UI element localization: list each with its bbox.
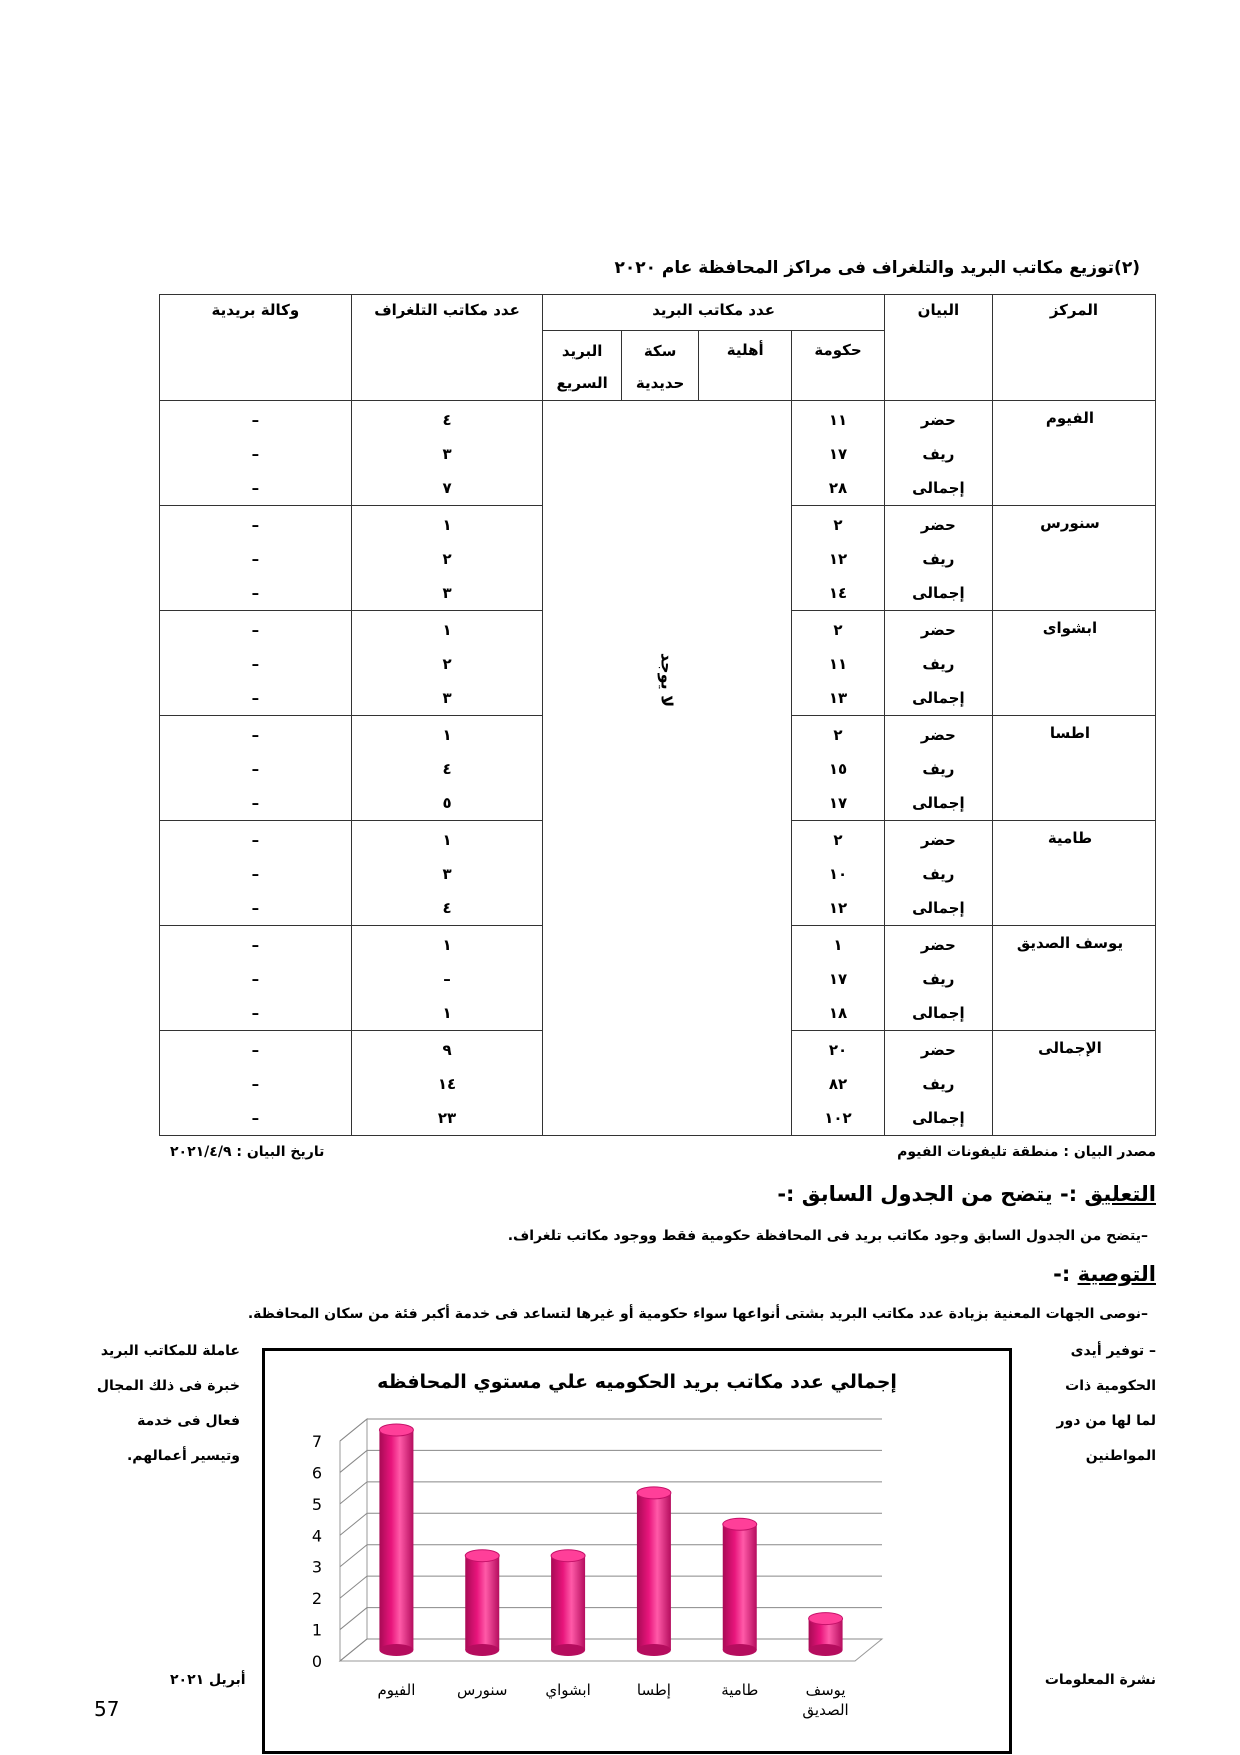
telegraph-count bbox=[351, 821, 543, 926]
cell-value: حضر bbox=[920, 831, 956, 849]
table-row bbox=[160, 401, 1156, 506]
recommendation-heading bbox=[1053, 1262, 1156, 1286]
cell-value: ٢ bbox=[833, 621, 843, 639]
y-tick-label: 6 bbox=[311, 1463, 322, 1483]
side-left-line: عاملة للمكاتب البريد bbox=[100, 1343, 240, 1359]
bar-top bbox=[723, 1518, 757, 1530]
cell-value: – bbox=[251, 516, 260, 534]
center-name-text: يوسف الصديق bbox=[1016, 934, 1124, 952]
header-railway: سكة حديدية bbox=[621, 331, 698, 401]
cell-value: ٢٣ bbox=[437, 1109, 457, 1127]
cell-value: حضر bbox=[920, 411, 956, 429]
agency-count bbox=[160, 821, 352, 926]
cell-value: ١ bbox=[442, 516, 452, 534]
cell-value: ١٧ bbox=[828, 445, 848, 463]
cell-value: ريف bbox=[922, 655, 955, 673]
center-name bbox=[992, 611, 1155, 716]
cell-value: ٢ bbox=[833, 516, 843, 534]
cell-value: إجمالى bbox=[912, 794, 965, 812]
recommendation-heading-word: التوصية bbox=[1077, 1262, 1156, 1286]
center-name bbox=[992, 401, 1155, 506]
agency-count bbox=[160, 506, 352, 611]
cell-value: ١ bbox=[442, 936, 452, 954]
cell-value: – bbox=[251, 760, 260, 778]
center-name bbox=[992, 926, 1155, 1031]
x-tick-label: طامية bbox=[721, 1681, 759, 1699]
nothing-label: لا يوجد bbox=[657, 652, 677, 708]
cell-value: ١٤ bbox=[437, 1075, 457, 1093]
side-text-right bbox=[1046, 1334, 1156, 1474]
cell-value: – bbox=[443, 970, 451, 988]
cell-value: ٤ bbox=[442, 760, 452, 778]
post-offices-table bbox=[159, 294, 1156, 1136]
comment-text: –يتضح من الجدول السابق وجود مكاتب بريد فى المحافظة حكومية فقط ووجود مكاتب تلغراف. bbox=[507, 1228, 1148, 1244]
cell-value: ٤ bbox=[442, 411, 452, 429]
cell-value: ٣ bbox=[442, 865, 452, 883]
cell-value: إجمالى bbox=[912, 899, 965, 917]
cell-value: ٢٠ bbox=[828, 1041, 848, 1059]
cell-value: ١ bbox=[442, 621, 452, 639]
cell-value: ٢٨ bbox=[828, 479, 848, 497]
center-name-text: سنورس bbox=[1040, 514, 1100, 532]
bar-chart bbox=[265, 1351, 1009, 1751]
cell-value: – bbox=[251, 865, 260, 883]
row-labels bbox=[884, 716, 992, 821]
bar-top bbox=[465, 1550, 499, 1562]
cell-value: – bbox=[251, 411, 260, 429]
center-name-text: طامية bbox=[1047, 829, 1093, 847]
cell-value: ٣ bbox=[442, 445, 452, 463]
bar bbox=[465, 1556, 499, 1650]
cell-value: ريف bbox=[922, 550, 955, 568]
cell-value: ١ bbox=[442, 1004, 452, 1022]
cell-value: حضر bbox=[920, 516, 956, 534]
bar-base bbox=[723, 1644, 757, 1656]
cell-value: ٨٢ bbox=[828, 1075, 848, 1093]
comment-heading bbox=[777, 1182, 1156, 1206]
cell-value: ٢ bbox=[442, 550, 452, 568]
cell-value: ١٢ bbox=[828, 550, 848, 568]
cell-value: ٣ bbox=[442, 584, 452, 602]
telegraph-count bbox=[351, 611, 543, 716]
data-source: مصدر البيان : منطقة تليفونات الفيوم bbox=[897, 1144, 1156, 1160]
government-count bbox=[792, 1031, 885, 1136]
chart-title: إجمالي عدد مكاتب بريد الحكوميه علي مستوي المحافظه bbox=[377, 1371, 897, 1393]
y-tick-label: 4 bbox=[311, 1526, 322, 1546]
center-name-text: الفيوم bbox=[1045, 409, 1094, 427]
row-labels bbox=[884, 1031, 992, 1136]
table-title: (٢)توزيع مكاتب البريد والتلغراف فى مراكز المحافظة عام ٢٠٢٠ bbox=[614, 258, 1140, 278]
footer-bulletin: نشرة المعلومات bbox=[1044, 1672, 1156, 1688]
cell-value: ١٣ bbox=[828, 689, 848, 707]
cell-value: – bbox=[251, 584, 260, 602]
cell-value: – bbox=[251, 1041, 260, 1059]
cell-value: ١٢ bbox=[828, 899, 848, 917]
side-right-line: – توفير أيدى bbox=[1070, 1343, 1156, 1359]
y-tick-label: 0 bbox=[311, 1652, 322, 1671]
x-tick-label: ابشواي bbox=[545, 1681, 591, 1699]
cell-value: – bbox=[251, 689, 260, 707]
x-tick-label: سنورس bbox=[457, 1681, 508, 1699]
telegraph-count bbox=[351, 716, 543, 821]
side-right-line: المواطنين bbox=[1085, 1448, 1156, 1464]
cell-value: ١٥ bbox=[828, 760, 848, 778]
y-tick-label: 1 bbox=[311, 1620, 322, 1640]
y-tick-label: 2 bbox=[311, 1589, 322, 1609]
side-right-line: الحكومية ذات bbox=[1065, 1378, 1156, 1394]
cell-value: ريف bbox=[922, 970, 955, 988]
cell-value: ريف bbox=[922, 1075, 955, 1093]
header-statement: البيان bbox=[884, 295, 992, 401]
cell-value: – bbox=[251, 550, 260, 568]
cell-value: ١١ bbox=[828, 655, 848, 673]
comment-heading-word: التعليق bbox=[1084, 1182, 1156, 1206]
cell-value: ٣ bbox=[442, 689, 452, 707]
cell-value: – bbox=[251, 794, 260, 812]
side-text-left bbox=[90, 1334, 240, 1474]
cell-value: – bbox=[251, 899, 260, 917]
row-labels bbox=[884, 401, 992, 506]
header-government: حكومة bbox=[792, 331, 885, 401]
x-tick-label: الصديق bbox=[802, 1701, 849, 1719]
center-name-text: ابشواى bbox=[1042, 619, 1098, 637]
government-count bbox=[792, 926, 885, 1031]
government-count bbox=[792, 821, 885, 926]
telegraph-count bbox=[351, 401, 543, 506]
cell-value: ريف bbox=[922, 445, 955, 463]
header-express: البريد السريع bbox=[543, 331, 622, 401]
side-left-line: فعال فى خدمة bbox=[137, 1413, 240, 1429]
cell-value: – bbox=[251, 1075, 260, 1093]
bar bbox=[723, 1524, 757, 1650]
cell-value: ١٨ bbox=[828, 1004, 848, 1022]
cell-value: – bbox=[251, 970, 260, 988]
cell-value: – bbox=[251, 655, 260, 673]
center-name-text: الإجمالى bbox=[1038, 1039, 1102, 1057]
cell-value: ريف bbox=[922, 760, 955, 778]
comment-heading-rest: :- يتضح من الجدول السابق :- bbox=[777, 1182, 1085, 1206]
cell-value: إجمالى bbox=[912, 689, 965, 707]
row-labels bbox=[884, 611, 992, 716]
cell-value: ١٠٢ bbox=[824, 1109, 852, 1127]
agency-count bbox=[160, 926, 352, 1031]
cell-value: إجمالى bbox=[912, 1004, 965, 1022]
cell-value: حضر bbox=[920, 1041, 956, 1059]
y-tick-label: 5 bbox=[311, 1494, 322, 1514]
cell-value: ٩ bbox=[442, 1041, 452, 1059]
bar bbox=[551, 1556, 585, 1650]
row-labels bbox=[884, 506, 992, 611]
cell-value: – bbox=[251, 936, 260, 954]
agency-count bbox=[160, 1031, 352, 1136]
cell-value: ١٧ bbox=[828, 794, 848, 812]
bar bbox=[637, 1493, 671, 1650]
government-count bbox=[792, 716, 885, 821]
chart-side-wall bbox=[340, 1419, 367, 1661]
cell-value: حضر bbox=[920, 936, 956, 954]
agency-count bbox=[160, 716, 352, 821]
header-center: المركز bbox=[992, 295, 1155, 401]
header-private: أهلية bbox=[699, 331, 792, 401]
agency-count bbox=[160, 611, 352, 716]
cell-value: – bbox=[251, 831, 260, 849]
cell-value: ١ bbox=[442, 726, 452, 744]
center-name bbox=[992, 716, 1155, 821]
header-post-offices: عدد مكاتب البريد bbox=[543, 295, 885, 331]
cell-value: – bbox=[251, 1004, 260, 1022]
data-date: تاريخ البيان : ٢٠٢١/٤/٩ bbox=[170, 1144, 325, 1160]
footer-date: أبريل ٢٠٢١ bbox=[170, 1672, 246, 1688]
x-tick-label: إطسا bbox=[636, 1681, 671, 1699]
bar-base bbox=[379, 1644, 413, 1656]
bar-top bbox=[637, 1487, 671, 1499]
bar-base bbox=[551, 1644, 585, 1656]
bar-top bbox=[379, 1424, 413, 1436]
side-right-line: لما لها من دور bbox=[1056, 1413, 1156, 1429]
side-left-line: وتيسير أعمالهم. bbox=[126, 1448, 240, 1464]
y-tick-label: 3 bbox=[311, 1557, 322, 1577]
agency-count bbox=[160, 401, 352, 506]
telegraph-count bbox=[351, 506, 543, 611]
cell-value: إجمالى bbox=[912, 1109, 965, 1127]
cell-value: ٢ bbox=[833, 726, 843, 744]
bar-base bbox=[809, 1644, 843, 1656]
x-tick-label: يوسف bbox=[805, 1681, 846, 1699]
telegraph-count bbox=[351, 926, 543, 1031]
chart-frame bbox=[262, 1348, 1012, 1754]
cell-value: ١٤ bbox=[828, 584, 848, 602]
center-name-text: اطسا bbox=[1049, 724, 1091, 742]
cell-value: ٤ bbox=[442, 899, 452, 917]
recommendation-heading-rest: :- bbox=[1053, 1262, 1078, 1286]
telegraph-count bbox=[351, 1031, 543, 1136]
chart-floor bbox=[340, 1639, 882, 1661]
recommendation-text: –نوصى الجهات المعنية بزيادة عدد مكاتب البريد بشتى أنواعها سواء حكومية أو غيرها لتساعد فى خدمة أكبر فئة من سكان المحافظة. bbox=[247, 1306, 1148, 1322]
cell-value: – bbox=[251, 1109, 260, 1127]
bar-base bbox=[637, 1644, 671, 1656]
cell-value: حضر bbox=[920, 621, 956, 639]
cell-value: ١١ bbox=[828, 411, 848, 429]
cell-value: ١٠ bbox=[828, 865, 848, 883]
cell-value: – bbox=[251, 621, 260, 639]
government-count bbox=[792, 506, 885, 611]
government-count bbox=[792, 611, 885, 716]
page-number: 57 bbox=[94, 1697, 120, 1721]
center-name bbox=[992, 1031, 1155, 1136]
cell-value: ٢ bbox=[442, 655, 452, 673]
cell-value: ١ bbox=[833, 936, 843, 954]
cell-value: ١ bbox=[442, 831, 452, 849]
bar-top bbox=[809, 1613, 843, 1625]
government-count bbox=[792, 401, 885, 506]
cell-value: إجمالى bbox=[912, 479, 965, 497]
row-labels bbox=[884, 926, 992, 1031]
cell-value: ٢ bbox=[833, 831, 843, 849]
cell-value: حضر bbox=[920, 726, 956, 744]
cell-value: ٧ bbox=[442, 479, 452, 497]
cell-value: – bbox=[251, 726, 260, 744]
y-tick-label: 7 bbox=[311, 1432, 322, 1451]
x-tick-label: الفيوم bbox=[377, 1681, 416, 1699]
cell-value: ٥ bbox=[442, 794, 452, 812]
cell-value: إجمالى bbox=[912, 584, 965, 602]
header-telegraph: عدد مكاتب التلغراف bbox=[351, 295, 543, 401]
header-agency: وكالة بريدية bbox=[160, 295, 352, 401]
center-name bbox=[992, 506, 1155, 611]
cell-value: – bbox=[251, 479, 260, 497]
cell-value: ريف bbox=[922, 865, 955, 883]
nothing-cell bbox=[543, 401, 792, 1136]
bar-base bbox=[465, 1644, 499, 1656]
center-name bbox=[992, 821, 1155, 926]
bar bbox=[379, 1430, 413, 1650]
bar-top bbox=[551, 1550, 585, 1562]
row-labels bbox=[884, 821, 992, 926]
cell-value: – bbox=[251, 445, 260, 463]
cell-value: ١٧ bbox=[828, 970, 848, 988]
side-left-line: خبرة فى ذلك المجال bbox=[96, 1378, 240, 1394]
